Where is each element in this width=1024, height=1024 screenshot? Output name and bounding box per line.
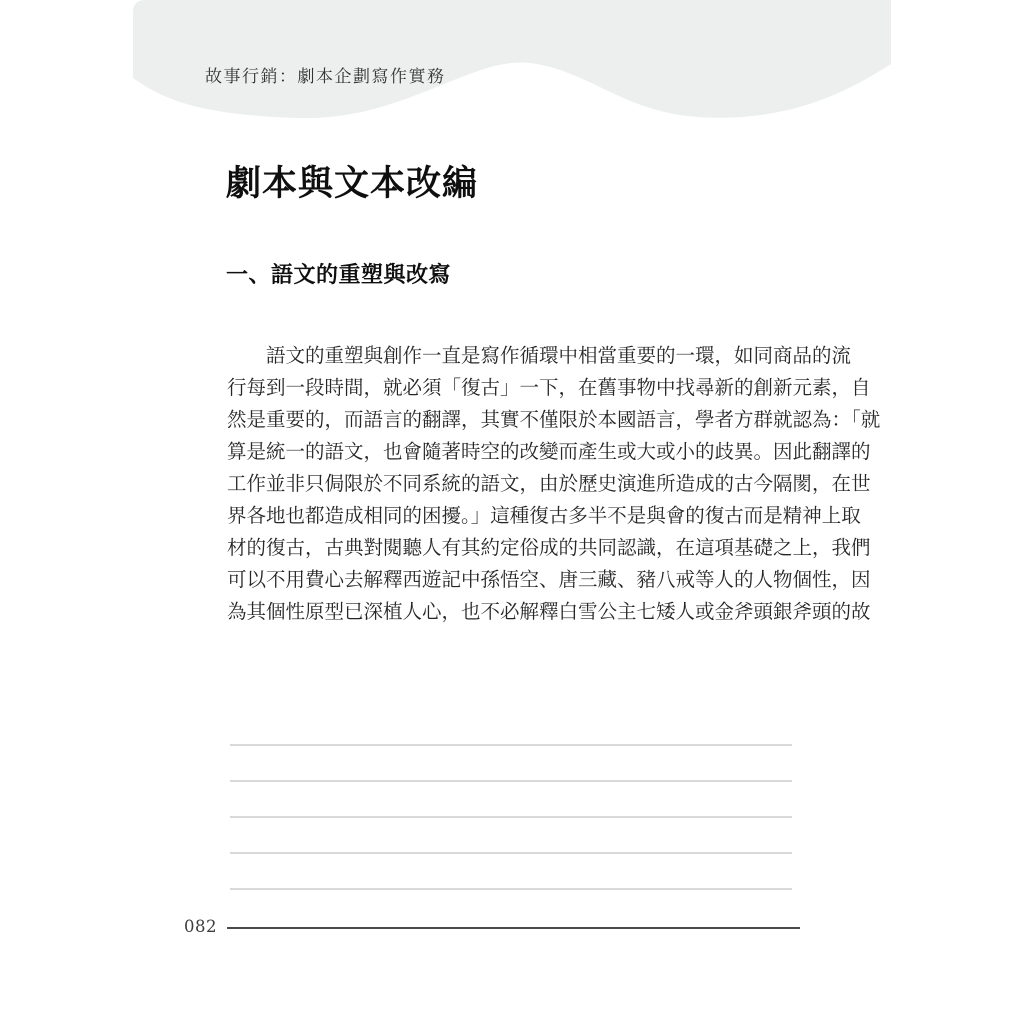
body-line: 語文的重塑與創作一直是寫作循環中相當重要的一環，如同商品的流: [227, 344, 852, 367]
body-line: 界各地也都造成相同的困擾。」這種復古多半不是與會的復古而是精神上取: [227, 504, 861, 527]
body-paragraph: [227, 340, 881, 628]
ruled-note-line: [230, 744, 792, 746]
header-wave-path: [133, 0, 891, 118]
body-line: 算是統一的語文，也會隨著時空的改變而產生或大或小的歧異。因此翻譯的: [227, 440, 871, 463]
chapter-title: 劇本與文本改編: [226, 163, 479, 204]
body-line: 然是重要的，而語言的翻譯，其實不僅限於本國語言，學者方群就認為：「就: [227, 408, 881, 431]
page-number: 082: [184, 917, 217, 936]
ruled-note-line: [230, 816, 792, 818]
body-line: 可以不用費心去解釋西遊記中孫悟空、唐三藏、豬八戒等人的人物個性，因: [227, 568, 871, 591]
ruled-note-line: [230, 780, 792, 782]
body-line: 工作並非只侷限於不同系統的語文，由於歷史演進所造成的古今隔閡，在世: [227, 472, 871, 495]
section-heading: 一、語文的重塑與改寫: [226, 262, 452, 288]
ruled-note-line: [230, 852, 792, 854]
body-line: 為其個性原型已深植人心，也不必解釋白雪公主七矮人或金斧頭銀斧頭的故: [227, 600, 871, 623]
body-line: 材的復古，古典對閱聽人有其約定俗成的共同認識，在這項基礎之上，我們: [227, 536, 871, 559]
footer-rule: [227, 927, 800, 929]
running-head-book-title: 故事行銷：劇本企劃寫作實務: [205, 67, 446, 87]
ruled-note-line: [230, 888, 792, 890]
body-line: 行每到一段時間，就必須「復古」一下，在舊事物中找尋新的創新元素，自: [227, 376, 871, 399]
